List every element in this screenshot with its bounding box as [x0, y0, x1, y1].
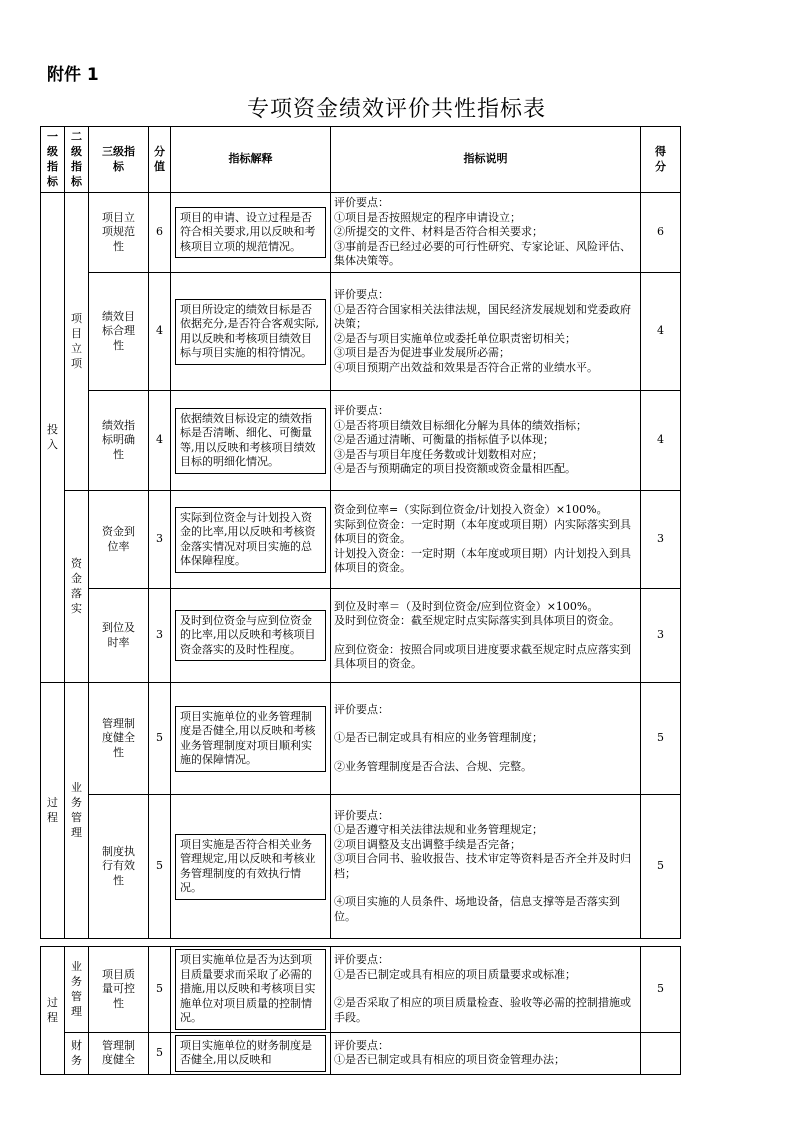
indicator-score: 3: [149, 491, 171, 589]
group-invest: 投入: [41, 193, 65, 683]
group-biz-mgmt-a: 业务管理: [65, 683, 89, 939]
group-fin: 财务: [65, 1032, 89, 1074]
indicator-desc: 评价要点： ①是否遵守相关法律法规和业务管理规定； ②项目调整及支出调整手续是否完备； ③项目合同书、验收报告、技术审定等资料是否齐全并及时归档； ④项目实施的人员条件、场地设备，信息支撑等是否落实到位。: [331, 795, 641, 939]
table-row: [41, 795, 681, 939]
indicator-name: 资金到位率: [89, 491, 149, 589]
indicator-explain: 及时到位资金与应到位资金的比率,用以反映和考核项目资金落实的及时性程度。: [175, 610, 326, 662]
indicator-got: 3: [641, 589, 681, 683]
table-row: [41, 589, 681, 683]
group-process-b: 过程: [41, 947, 65, 1075]
indicator-explain: 依据绩效目标设定的绩效指标是否清晰、细化、可衡量等,用以反映和考核项目绩效目标的明细化情况。: [175, 408, 326, 474]
indicator-got: 4: [641, 391, 681, 491]
indicator-score: 4: [149, 391, 171, 491]
indicator-explain: 项目的申请、设立过程是否符合相关要求,用以反映和考核项目立项的规范情况。: [175, 207, 326, 259]
indicator-score: 3: [149, 589, 171, 683]
indicator-score: 6: [149, 193, 171, 273]
header-level2: 二级指标: [65, 127, 89, 193]
table-row: [41, 273, 681, 391]
indicator-score: 5: [149, 947, 171, 1033]
indicator-explain: 实际到位资金与计划投入资金的比率,用以反映和考核资金落实情况对项目实施的总体保障程度。: [175, 507, 326, 573]
indicator-name: 项目立项规范性: [89, 193, 149, 273]
indicator-got: 5: [641, 947, 681, 1033]
header-score: 分值: [149, 127, 171, 193]
indicator-explain: 项目实施单位的财务制度是否健全,用以反映和: [175, 1035, 326, 1072]
indicator-explain: 项目实施单位是否为达到项目质量要求而采取了必需的措施,用以反映和考核项目实施单位对项目质量的控制情况。: [175, 949, 326, 1030]
indicator-got: 4: [641, 273, 681, 391]
indicator-got: 3: [641, 491, 681, 589]
header-explain: 指标解释: [171, 127, 331, 193]
group-fund-in-place: 资金落实: [65, 491, 89, 683]
indicator-score: 5: [149, 1032, 171, 1074]
indicator-got: 5: [641, 683, 681, 795]
indicator-got: 6: [641, 193, 681, 273]
indicator-name: 绩效指标明确性: [89, 391, 149, 491]
header-level1: 一级指标: [41, 127, 65, 193]
table-row: [41, 391, 681, 491]
indicator-desc: 评价要点： ①是否已制定或具有相应的业务管理制度； ②业务管理制度是否合法、合规、完整。: [331, 683, 641, 795]
attachment-label: 附件 1: [47, 65, 99, 85]
indicator-name: 制度执行有效性: [89, 795, 149, 939]
indicator-explain: 项目实施是否符合相关业务管理规定,用以反映和考核业务管理制度的有效执行情况。: [175, 834, 326, 900]
table-row: [41, 193, 681, 273]
indicator-score: 5: [149, 683, 171, 795]
table-gap-row: [41, 939, 681, 947]
header-got: 得分: [641, 127, 681, 193]
page-title: 专项资金绩效评价共性指标表: [246, 97, 546, 122]
indicator-desc: 评价要点： ①是否已制定或具有相应的项目资金管理办法；: [331, 1032, 641, 1074]
table-header-row: [41, 127, 681, 193]
indicator-name: 项目质量可控性: [89, 947, 149, 1033]
indicator-name: 管理制度健全: [89, 1032, 149, 1074]
indicator-score: 5: [149, 795, 171, 939]
group-biz-mgmt-b: 业务管理: [65, 947, 89, 1033]
table-row: [41, 947, 681, 1033]
indicator-desc: 评价要点： ①是否已制定或具有相应的项目质量要求或标准； ②是否采取了相应的项目质量检查、验收等必需的控制措施或手段。: [331, 947, 641, 1033]
header-level3: 三级指标: [89, 127, 149, 193]
indicator-got: 5: [641, 795, 681, 939]
indicator-desc: 资金到位率=（实际到位资金/计划投入资金）×100%。 实际到位资金：一定时期（本年度或项目期）内实际落实到具体项目的资金。 计划投入资金：一定时期（本年度或项目期）内计划投入到具体项目的资金。: [331, 491, 641, 589]
indicator-score: 4: [149, 273, 171, 391]
group-proj-setup: 项目立项: [65, 193, 89, 491]
indicator-explain: 项目实施单位的业务管理制度是否健全,用以反映和考核业务管理制度对项目顺利实施的保障情况。: [175, 706, 326, 772]
header-desc: 指标说明: [331, 127, 641, 193]
table-row: [41, 683, 681, 795]
group-process-a: 过程: [41, 683, 65, 939]
indicator-name: 绩效目标合理性: [89, 273, 149, 391]
indicator-desc: 到位及时率＝（及时到位资金/应到位资金）×100%。 及时到位资金：截至规定时点实际落实到具体项目的资金。 应到位资金：按照合同或项目进度要求截至规定时点应落实到具体项目的资金。: [331, 589, 641, 683]
table-row: [41, 491, 681, 589]
indicator-desc: 评价要点： ①是否将项目绩效目标细化分解为具体的绩效指标； ②是否通过清晰、可衡量的指标值予以体现； ③是否与项目年度任务数或计划数相对应； ④是否与预期确定的项目投资额或资金量相匹配。: [331, 391, 641, 491]
indicator-table: [40, 126, 681, 1075]
indicator-name: 管理制度健全性: [89, 683, 149, 795]
indicator-explain: 项目所设定的绩效目标是否依据充分,是否符合客观实际,用以反映和考核项目绩效目标与项目实施的相符情况。: [175, 299, 326, 365]
indicator-name: 到位及时率: [89, 589, 149, 683]
indicator-desc: 评价要点： ①是否符合国家相关法律法规，国民经济发展规划和党委政府决策； ②是否与项目实施单位或委托单位职责密切相关； ③项目是否为促进事业发展所必需； ④项目预期产出效益和效果是否符合正常的业绩水平。: [331, 273, 641, 391]
indicator-desc: 评价要点： ①项目是否按照规定的程序申请设立； ②所提交的文件、材料是否符合相关要求； ③事前是否已经过必要的可行性研究、专家论证、风险评估、集体决策等。: [331, 193, 641, 273]
indicator-got: [641, 1032, 681, 1074]
table-row: [41, 1032, 681, 1074]
